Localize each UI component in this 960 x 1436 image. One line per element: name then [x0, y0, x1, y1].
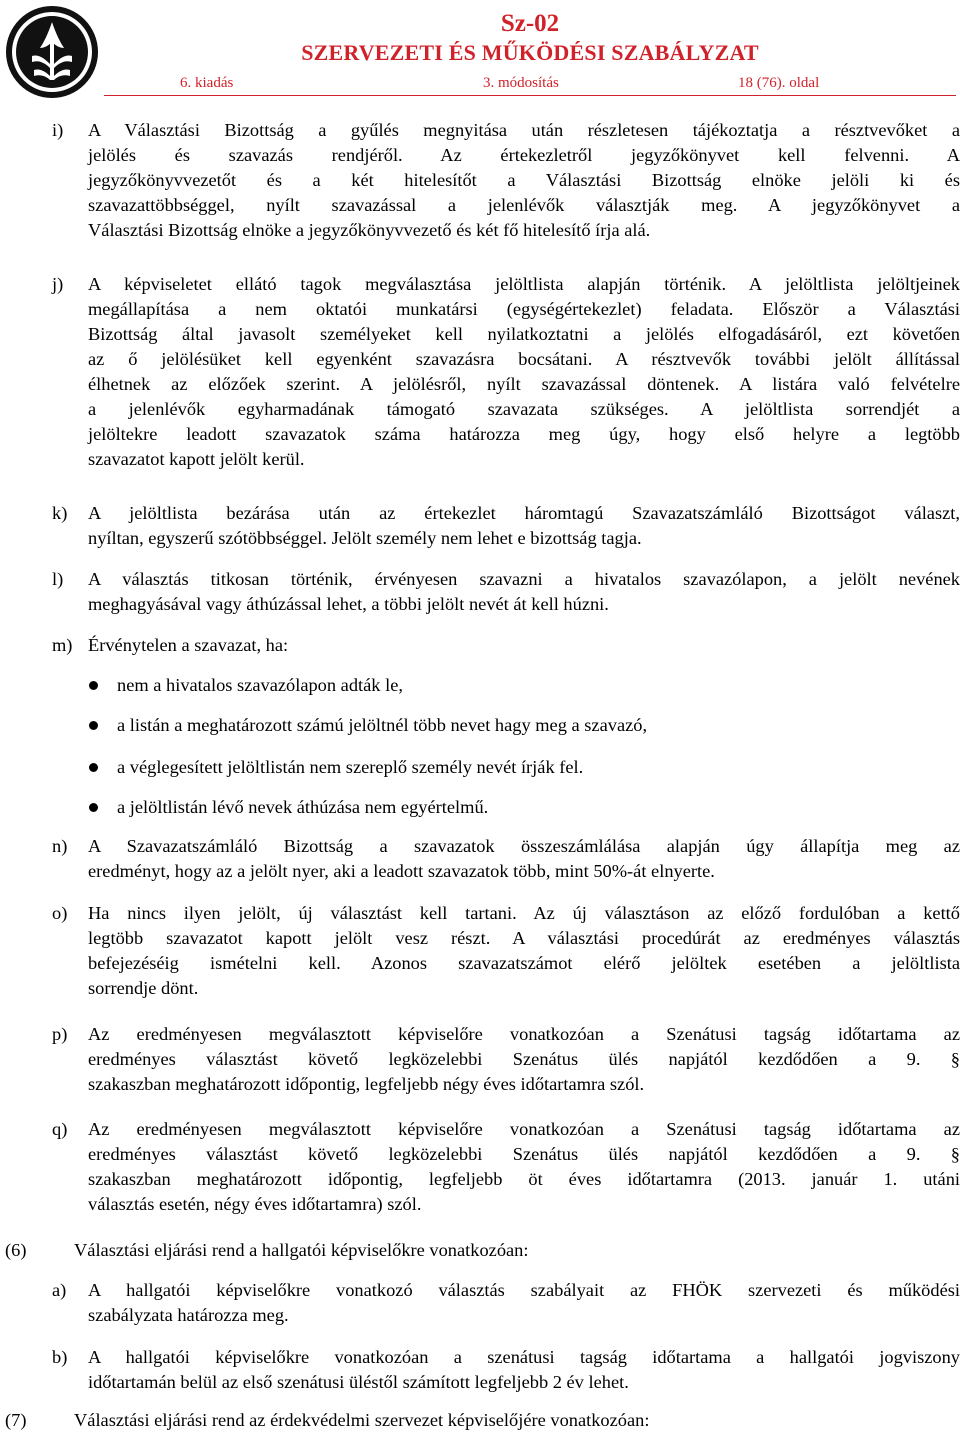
- text-line: A választás titkosan történik, érvényesen szavazni a hivatalos szavazólapon, a jelölt nevének: [88, 569, 960, 589]
- text-line: Érvénytelen a szavazat, ha:: [88, 635, 289, 655]
- text-line: élhetnek az előzőek szerint. A jelölésről, nyílt szavazással döntenek. A listára való felvételre: [88, 374, 960, 394]
- item-text: [88, 1278, 960, 1328]
- item-label: b): [52, 1347, 68, 1367]
- text-line: eredményes választást követő legközelebbi Szenátus ülés napjától kezdődően a 9. §: [88, 1049, 960, 1069]
- item-text: [88, 1022, 960, 1097]
- modification-label: 3. módosítás: [483, 75, 559, 91]
- item-label: j): [52, 274, 64, 294]
- text-line: Ha nincs ilyen jelölt, új választást kell tartani. Az új választáson az előző fordulóban a kettő: [88, 903, 960, 923]
- text-line: Az eredményesen megválasztott képviselőre vonatkozóan a Szenátusi tagság időtartama az: [88, 1024, 960, 1044]
- bullet-item: a véglegesített jelöltlistán nem szereplő személy nevét írják fel.: [117, 757, 584, 777]
- item-text: [88, 1117, 960, 1217]
- item-text: [88, 501, 960, 551]
- item-text: [88, 633, 960, 658]
- item-text: [88, 901, 960, 1001]
- text-line: Az eredményesen megválasztott képviselőre vonatkozóan a Szenátusi tagság időtartama az: [88, 1119, 960, 1139]
- text-line: az ő jelölésüket kell egyenként szavazásra bocsátani. A résztvevők további jelölt állítással: [88, 349, 960, 369]
- item-label: i): [52, 120, 64, 140]
- section-number: (6): [5, 1240, 27, 1260]
- text-line: időtartamán belül az első szenátusi üléstől számított legfeljebb 2 év lehet.: [88, 1372, 629, 1392]
- bullet-item: a listán a meghatározott számú jelöltnél több nevet hagy meg a szavazó,: [117, 715, 648, 735]
- item-text: [88, 1345, 960, 1395]
- header-divider: [104, 95, 956, 96]
- text-line: A hallgatói képviselőkre vonatkozó választás szabályait az FHÖK szervezeti és működési: [88, 1280, 960, 1300]
- document-code: Sz-02: [500, 10, 560, 37]
- bullet-dot-icon: [89, 681, 98, 690]
- item-label: m): [52, 635, 73, 655]
- item-label: q): [52, 1119, 68, 1139]
- text-line: A Választási Bizottság a gyűlés megnyitása után részletesen tájékoztatja a résztvevőket a: [88, 120, 960, 140]
- text-line: megállapítása a nem oktatói munkatársi (egységértekezlet) feladata. Először a Választási: [88, 299, 960, 319]
- bullet-item: a jelöltlistán lévő nevek áthúzása nem egyértelmű.: [117, 797, 489, 817]
- text-line: nyíltan, egyszerű szótöbbséggel. Jelölt személy nem lehet e bizottság tagja.: [88, 528, 642, 548]
- text-line: a jelenlévők egyharmadának támogató szavazata szükséges. A jelöltlista sorrendjét a: [88, 399, 960, 419]
- item-label: l): [52, 569, 64, 589]
- text-line: szakaszban meghatározott időpontig, legfeljebb négy éves időtartamra szól.: [88, 1074, 645, 1094]
- text-line: sorrendje dönt.: [88, 978, 199, 998]
- text-line: Választási Bizottság elnöke a jegyzőkönyvvezető és két fő hitelesítő írja alá.: [88, 220, 651, 240]
- text-line: befejezéséig ismételni kell. Azonos szavazatszámot elérő jelöltek esetében a jelöltlista: [88, 953, 960, 973]
- bullet-dot-icon: [89, 721, 98, 730]
- text-line: A hallgatói képviselőkre vonatkozóan a szenátusi tagság időtartama a hallgatói jogviszony: [88, 1347, 960, 1367]
- item-label: p): [52, 1024, 68, 1044]
- section-number: (7): [5, 1410, 27, 1430]
- item-text: [88, 272, 960, 472]
- text-line: szavazattöbbséggel, nyílt szavazással a jelenlévők választják meg. A jegyzőkönyvet a: [88, 195, 960, 215]
- edition-label: 6. kiadás: [180, 75, 234, 91]
- bullet-dot-icon: [89, 763, 98, 772]
- text-line: A jelöltlista bezárása után az értekezlet háromtagú Szavazatszámláló Bizottságot választ,: [88, 503, 960, 523]
- item-label: o): [52, 903, 68, 923]
- text-line: A képviseletet ellátó tagok megválasztása jelöltlista alapján történik. A jelöltlista jelöltjeinek: [88, 274, 960, 294]
- text-line: jelöltekre leadott szavazatok száma határozza meg úgy, hogy első helyre a legtöbb: [88, 424, 960, 444]
- item-label: k): [52, 503, 68, 523]
- item-label: n): [52, 836, 68, 856]
- section-title: Választási eljárási rend a hallgatói képviselőkre vonatkozóan:: [74, 1240, 529, 1260]
- text-line: eredményt, hogy az a jelölt nyer, aki a leadott szavazatok több, mint 50%-át elnyerte.: [88, 861, 715, 881]
- section-title: Választási eljárási rend az érdekvédelmi szervezet képviselőjére vonatkozóan:: [74, 1410, 650, 1430]
- text-line: jelölés és szavazás rendjéről. Az értekezletről jegyzőkönyvet kell felvenni. A: [88, 145, 960, 165]
- page-number: 18 (76). oldal: [738, 75, 820, 91]
- bullet-dot-icon: [89, 803, 98, 812]
- bullet-item: nem a hivatalos szavazólapon adták le,: [117, 675, 403, 695]
- text-line: meghagyásával vagy áthúzással lehet, a többi jelölt nevét át kell húzni.: [88, 594, 609, 614]
- text-line: szakaszban meghatározott időpontig, legfeljebb öt éves időtartamra (2013. január 1. utáni: [88, 1169, 960, 1189]
- item-text: [88, 567, 960, 617]
- university-crest-logo: [4, 4, 100, 100]
- text-line: A Szavazatszámláló Bizottság a szavazatok összeszámlálása alapján úgy állapítja meg az: [88, 836, 960, 856]
- text-line: szabályzata határozza meg.: [88, 1305, 289, 1325]
- text-line: szavazatot kapott jelölt kerül.: [88, 449, 305, 469]
- text-line: eredményes választást követő legközelebbi Szenátus ülés napjától kezdődően a 9. §: [88, 1144, 960, 1164]
- item-text: [88, 834, 960, 884]
- item-label: a): [52, 1280, 67, 1300]
- document-title: SZERVEZETI ÉS MŰKÖDÉSI SZABÁLYZAT: [301, 40, 759, 65]
- text-line: Bizottság által javasolt személyeket kell nyilatkoztatni a jelölés elfogadásáról, ezt követően: [88, 324, 960, 344]
- item-text: [88, 118, 960, 243]
- text-line: jegyzőkönyvvezetőt és a két hitelesítőt a Választási Bizottság elnöke jelöli ki és: [88, 170, 960, 190]
- text-line: választás esetén, négy éves időtartamra) szól.: [88, 1194, 422, 1214]
- text-line: legtöbb szavazatot kapott jelölt vesz részt. A választási procedúrát az eredményes választás: [88, 928, 960, 948]
